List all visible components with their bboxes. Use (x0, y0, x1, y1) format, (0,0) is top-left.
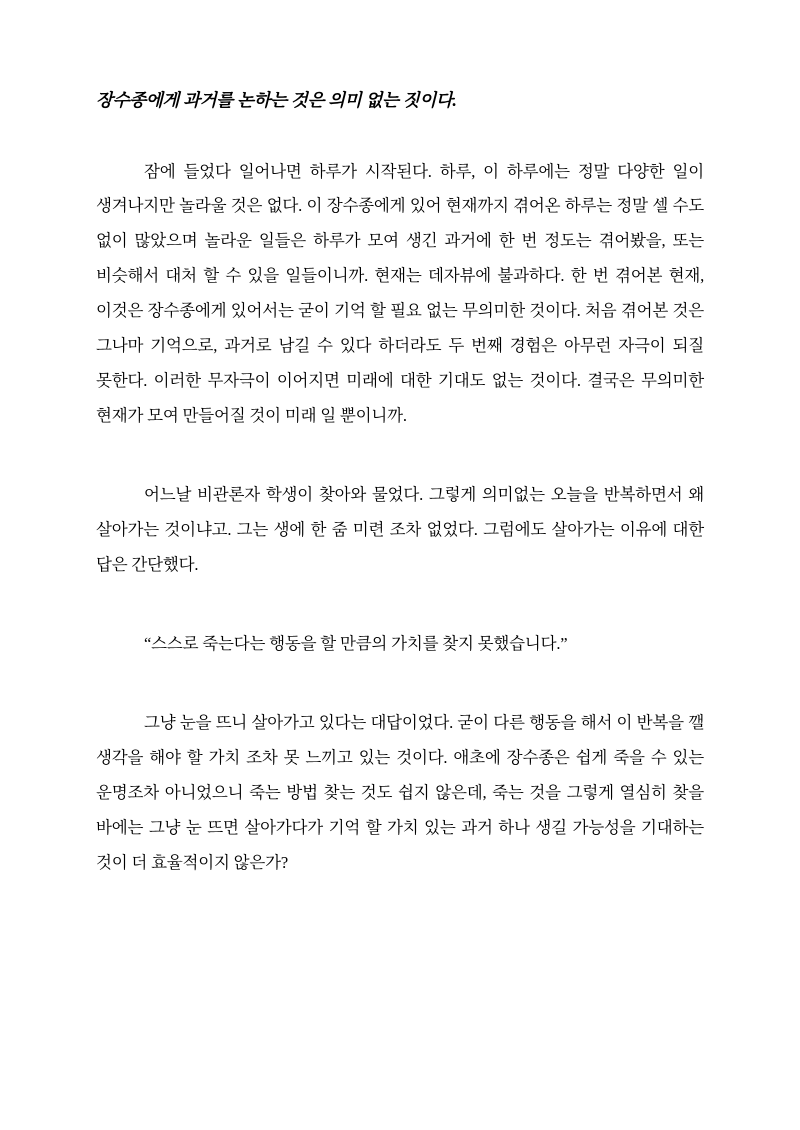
page-title: 장수종에게 과거를 논하는 것은 의미 없는 짓이다. (96, 90, 457, 110)
paragraph-spacer-1 (96, 464, 704, 478)
quoted-dialogue: “스스로 죽는다는 행동을 할 만큼의 가치를 찾지 못했습니다.” (144, 634, 568, 654)
paragraph-spacer-2 (96, 613, 704, 627)
body-paragraph-3: 그냥 눈을 뜨니 살아가고 있다는 대답이었다. 굳이 다른 행동을 해서 이 반복을 깰 생각을 해야 할 가치 조차 못 느끼고 있는 것이다. 애초에 장수종은 쉽게 죽을 수 있는 운명조차 아니었으니 죽는 방법 찾는 것도 쉽지 않은데, 죽는 것을 그렇게 열심히 찾을 바에는 그냥 눈 뜨면 살아가다가 기억 할 가치 있는 과거 하나 생길 가능성을 기대하는 것이 더 효율적이지 않은가? (96, 713, 704, 872)
body-paragraph-2: 어느날 비관론자 학생이 찾아와 물었다. 그렇게 의미없는 오늘을 반복하면서 왜 살아가는 것이냐고. 그는 생에 한 줌 미련 조차 없었다. 그럼에도 살아가는 이유에 대한 답은 간단했다. (96, 485, 704, 575)
paragraph-spacer-3 (96, 692, 704, 706)
body-paragraph-1: 잠에 들었다 일어나면 하루가 시작된다. 하루, 이 하루에는 정말 다양한 일이 생겨나지만 놀라울 것은 없다. 이 장수종에게 있어 현재까지 겪어온 하루는 정말 셀 수도 없이 많았으며 놀라운 일들은 하루가 모여 생긴 과거에 한 번 정도는 겪어봤을, 또는 비슷해서 대처 할 수 있을 일들이니까. 현재는 데자뷰에 불과하다. 한 번 겪어본 현재, 이것은 장수종에게 있어서는 굳이 기억 할 필요 없는 무의미한 것이다. 처음 겪어본 것은 그나마 기억으로, 과거로 남길 수 있다 하더라도 두 번째 경험은 아무런 자극이 되질 못한다. 이러한 무자극이 이어지면 미래에 대한 기대도 없는 것이다. 결국은 무의미한 현재가 모여 만들어질 것이 미래 일 뿐이니까. (96, 161, 704, 426)
